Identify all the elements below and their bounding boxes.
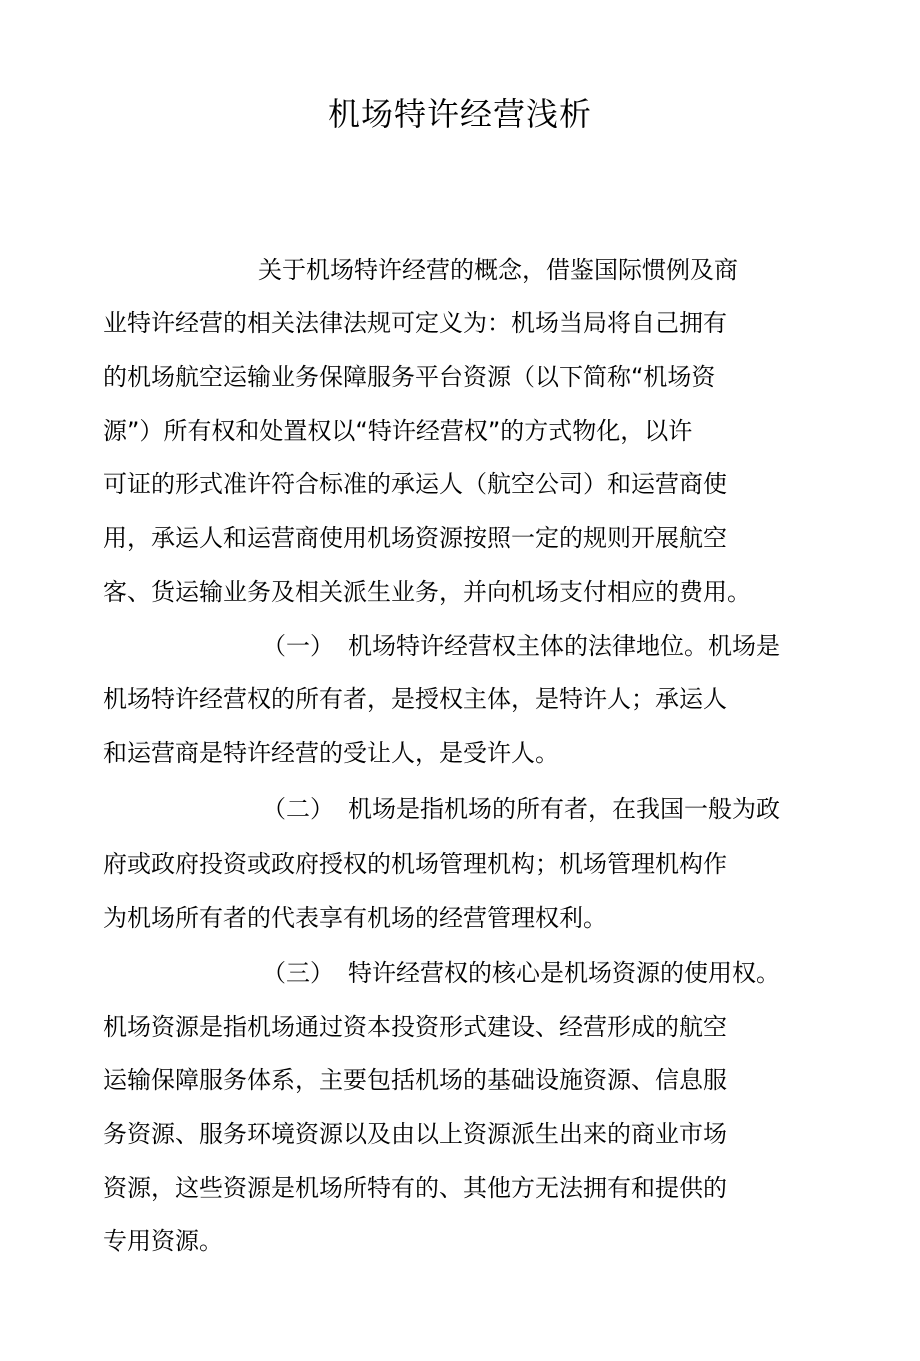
section-3-line-6: 专用资源。 — [103, 1227, 223, 1255]
section-2-line-1: 机场是指机场的所有者，在我国一般为政 — [348, 795, 780, 823]
section-1-line-3: 和运营商是特许经营的受让人，是受许人。 — [103, 739, 559, 767]
document-title: 机场特许经营浅析 — [327, 95, 592, 133]
section-3-marker: （三） — [262, 959, 334, 987]
section-3-line-2: 机场资源是指机场通过资本投资形式建设、经营形成的航空 — [103, 1013, 727, 1041]
intro-line-2: 业特许经营的相关法律法规可定义为：机场当局将自己拥有 — [103, 309, 727, 337]
section-3-line-5: 资源，这些资源是机场所特有的、其他方无法拥有和提供的 — [103, 1174, 727, 1202]
section-2-marker: （二） — [262, 795, 334, 823]
intro-line-4: 源”）所有权和处置权以“特许经营权”的方式物化，以许 — [103, 417, 693, 445]
section-1-line-2: 机场特许经营权的所有者，是授权主体，是特许人；承运人 — [103, 685, 727, 713]
section-2-line-3: 为机场所有者的代表享有机场的经营管理权利。 — [103, 904, 607, 932]
section-3-line-3: 运输保障服务体系，主要包括机场的基础设施资源、信息服 — [103, 1066, 727, 1094]
intro-line-5: 可证的形式准许符合标准的承运人（航空公司）和运营商使 — [103, 470, 727, 498]
section-1-line-1: 机场特许经营权主体的法律地位。机场是 — [348, 632, 780, 660]
section-3-line-4: 务资源、服务环境资源以及由以上资源派生出来的商业市场 — [103, 1120, 727, 1148]
intro-line-7: 客、货运输业务及相关派生业务，并向机场支付相应的费用。 — [103, 578, 751, 606]
section-3-line-1: 特许经营权的核心是机场资源的使用权。 — [348, 959, 780, 987]
section-1-marker: （一） — [262, 632, 334, 660]
intro-line-3: 的机场航空运输业务保障服务平台资源（以下简称“机场资 — [103, 363, 716, 391]
section-2-line-2: 府或政府投资或政府授权的机场管理机构；机场管理机构作 — [103, 850, 727, 878]
intro-line-6: 用，承运人和运营商使用机场资源按照一定的规则开展航空 — [103, 524, 727, 552]
intro-line-1: 关于机场特许经营的概念，借鉴国际惯例及商 — [258, 256, 738, 284]
